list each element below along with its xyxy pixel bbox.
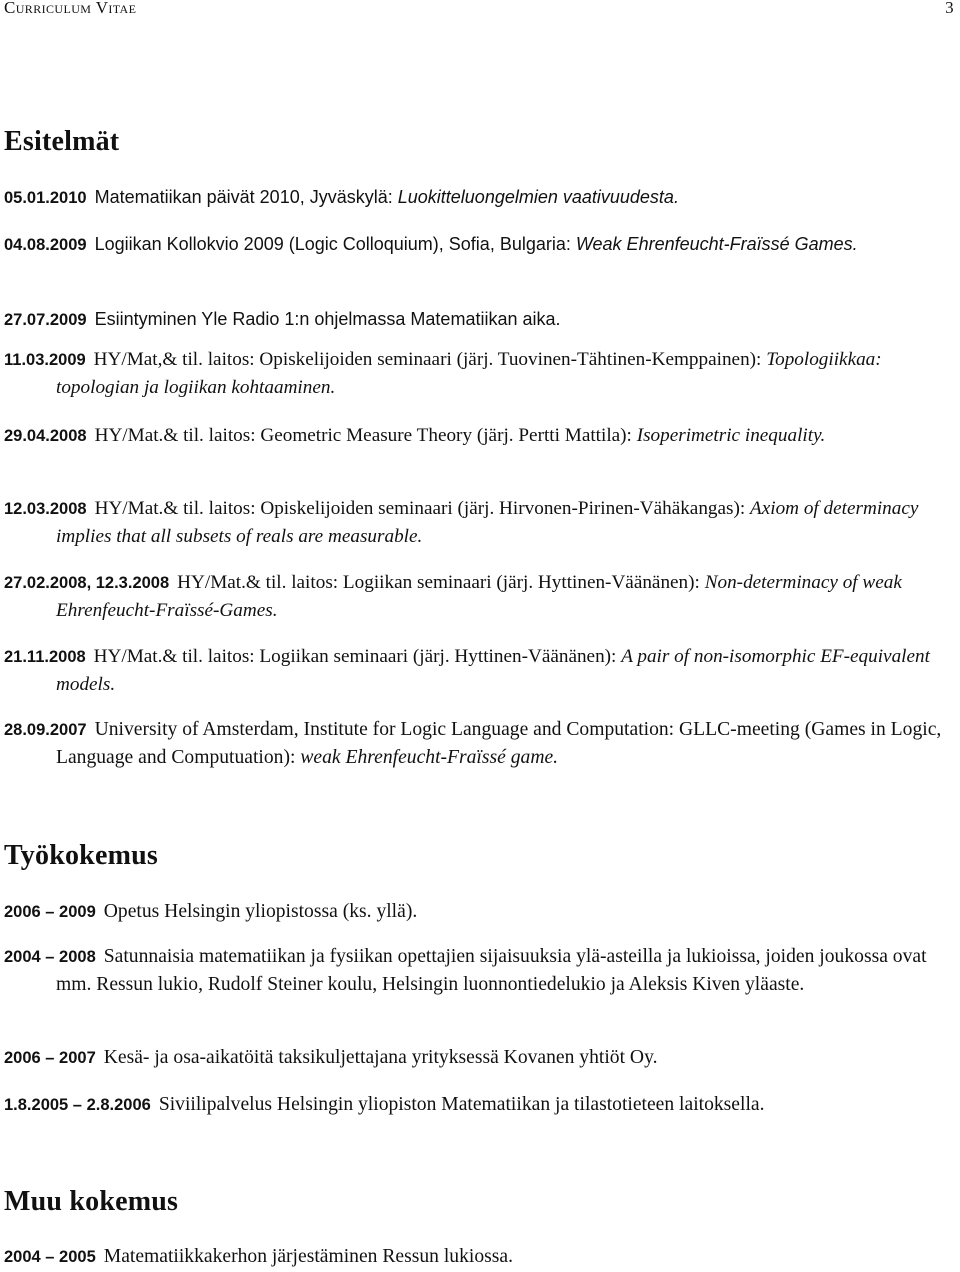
entry-text: HY/Mat.& til. laitos: Logiikan seminaari (järj. Hyttinen-Väänänen):: [93, 646, 622, 667]
entry-text: Logiikan Kollokvio 2009 (Logic Colloquium), Sofia, Bulgaria:: [94, 234, 576, 254]
list-item: [4, 1044, 958, 1072]
entry-title: Luokitteluongelmien vaativuudesta.: [397, 187, 679, 207]
entry-text: HY/Mat.& til. laitos: Opiskelijoiden seminaari (järj. Hirvonen-Pirinen-Vähäkangas):: [94, 498, 751, 519]
entry-text: Satunnaisia matematiikan ja fysiikan opettajien sijaisuuksia ylä-asteilla ja lukioissa, joiden joukossa ovat mm. Ressun lukio, Rudolf Steiner koulu, Helsingin luonnontiedelukio ja Aleksis Kiven yläaste.: [56, 946, 927, 995]
entry-date: 27.02.2008, 12.3.2008: [4, 574, 170, 592]
list-item: [4, 183, 958, 212]
section-title-tyokokemus: Työkokemus: [4, 840, 158, 871]
entry-title: Axiom of determinacy implies that all subsets of reals are measurable.: [56, 498, 919, 547]
entry-title: Non-determinacy of weak Ehrenfeucht-Fraïssé-Games.: [56, 572, 902, 621]
entry-text: HY/Mat,& til. laitos: Opiskelijoiden seminaari (järj. Tuovinen-Tähtinen-Kemppainen):: [93, 349, 767, 370]
entry-date: 2004 – 2008: [4, 948, 96, 966]
list-item: [4, 422, 958, 450]
entry-date: 27.07.2009: [4, 311, 87, 329]
page-number: 3: [945, 0, 954, 17]
entry-text: HY/Mat.& til. laitos: Geometric Measure Theory (järj. Pertti Mattila):: [94, 425, 637, 446]
running-title: Curriculum Vitae: [4, 0, 137, 17]
list-item: [4, 569, 958, 625]
entry-date: 29.04.2008: [4, 427, 87, 445]
entry-text: HY/Mat.& til. laitos: Logiikan seminaari (järj. Hyttinen-Väänänen):: [177, 572, 705, 593]
entry-date: 12.03.2008: [4, 500, 87, 518]
entry-date: 2006 – 2007: [4, 1049, 96, 1067]
entry-date: 2004 – 2005: [4, 1248, 96, 1266]
entry-text: Esiintyminen Yle Radio 1:n ohjelmassa Matematiikan aika.: [94, 309, 561, 329]
entry-date: 1.8.2005 – 2.8.2006: [4, 1096, 151, 1114]
list-item: [4, 346, 958, 402]
entry-text: Siviilipalvelus Helsingin yliopiston Matematiikan ja tilastotieteen laitoksella.: [158, 1094, 765, 1115]
list-item: [4, 716, 958, 772]
entry-text: Matematiikan päivät 2010, Jyväskylä:: [94, 187, 398, 207]
entry-text: University of Amsterdam, Institute for Logic Language and Computation: GLLC-meeting (Games in Logic, Language and Computuation):: [56, 719, 942, 768]
entry-text: Opetus Helsingin yliopistossa (ks. yllä).: [103, 901, 418, 922]
section-title-muu-kokemus: Muu kokemus: [4, 1186, 179, 1217]
list-item: [4, 1243, 958, 1271]
entry-date: 04.08.2009: [4, 236, 87, 254]
entry-date: 2006 – 2009: [4, 903, 96, 921]
list-item: [4, 230, 958, 259]
entry-title: Isoperimetric inequality.: [636, 425, 826, 446]
entry-title: A pair of non-isomorphic EF-equivalent models.: [56, 646, 930, 695]
entry-date: 05.01.2010: [4, 189, 87, 207]
list-item: [4, 1091, 958, 1119]
entry-date: 28.09.2007: [4, 721, 87, 739]
entry-text: Kesä- ja osa-aikatöitä taksikuljettajana yrityksessä Kovanen yhtiöt Oy.: [103, 1047, 658, 1068]
entry-title: Topologiikkaa: topologian ja logiikan kohtaaminen.: [56, 349, 882, 398]
entry-text: Matematiikkakerhon järjestäminen Ressun lukiossa.: [103, 1246, 513, 1267]
list-item: [4, 898, 958, 926]
list-item: [4, 305, 958, 334]
entry-date: 21.11.2008: [4, 648, 86, 666]
list-item: [4, 943, 958, 999]
section-title-esitelmat: Esitelmät: [4, 126, 120, 157]
entry-title: weak Ehrenfeucht-Fraïssé game.: [300, 747, 559, 768]
list-item: [4, 495, 958, 551]
list-item: [4, 643, 958, 699]
entry-date: 11.03.2009: [4, 351, 86, 369]
entry-title: Weak Ehrenfeucht-Fraïssé Games.: [575, 234, 858, 254]
running-header: [4, 0, 954, 22]
